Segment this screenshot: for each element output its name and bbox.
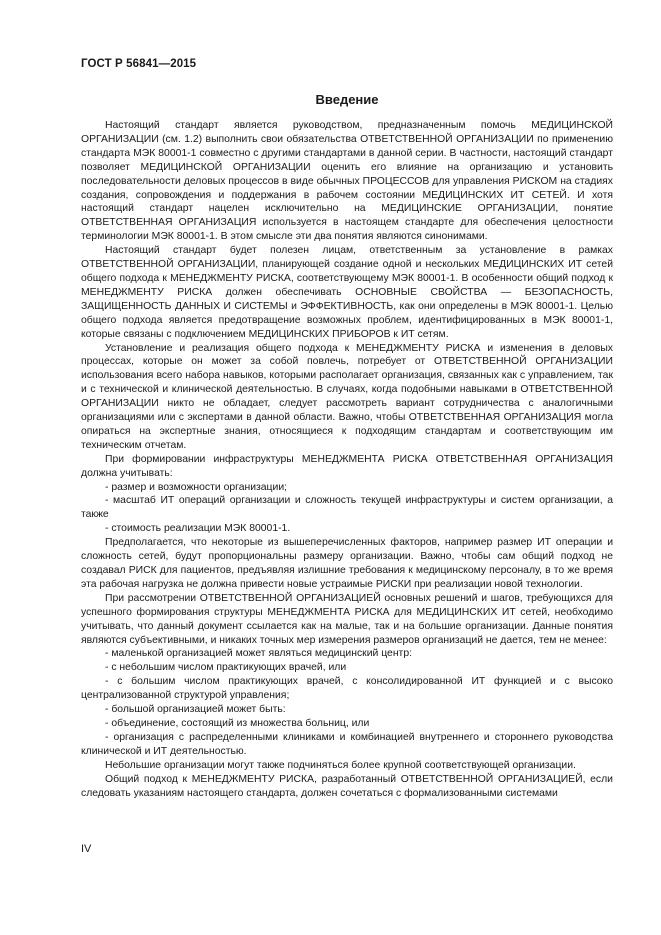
list-item: - большой организацией может быть:	[105, 704, 286, 716]
page-number: IV	[81, 843, 92, 855]
list-item: - размер и возможности организации;	[105, 481, 288, 493]
section-title: Введение	[315, 92, 379, 107]
list-item: - масштаб ИТ операций организации и сложность текущей инфраструктуры и систем организации, а также	[81, 495, 613, 521]
paragraph: При рассмотрении ОТВЕТСТВЕННОЙ ОРГАНИЗАЦИЕЙ основных решений и шагов, требующихся для успешного формирования структуры МЕНЕДЖМЕНТА РИСКА для МЕДИЦИНСКИХ ИТ сетей, необходимо учитывать, что данный документ ссылается как на малые, так и на большие организации. Данные понятия являются субъективными, и никаких точных мер измерения размеров организаций не дается, тем не менее:	[81, 592, 613, 646]
list-item: - стоимость реализации МЭК 80001-1.	[105, 523, 291, 535]
paragraph: Настоящий стандарт будет полезен лицам, ответственным за установление в рамках ОТВЕТСТВЕННОЙ ОРГАНИЗАЦИИ, планирующей создание одной и нескольких МЕДИЦИНСКИХ ИТ сетей общего подхода к МЕНЕДЖМЕНТУ РИСКА, соответствующему МЭК 80001-1. В особенности общий подход к МЕНЕДЖМЕНТУ РИСКА должен обеспечивать ОСНОВНЫЕ СВОЙСТВА — БЕЗОПАСНОСТЬ, ЗАЩИЩЕННОСТЬ ДАННЫХ И СИСТЕМЫ и ЭФФЕКТИВНОСТЬ, как они определены в МЭК 80001-1. Целью общего подхода является предотвращение возможных проблем, идентифицированных в МЭК 80001-1, которые связаны с подключением МЕДИЦИНСКИХ ПРИБОРОВ к ИТ сетям.	[81, 245, 613, 340]
paragraph: Небольшие организации могут также подчиняться более крупной соответствующей организации.	[105, 759, 576, 771]
list-item: - маленькой организацией может являться медицинский центр:	[105, 648, 412, 660]
list-item: - объединение, состоящий из множества больниц, или	[105, 717, 370, 729]
paragraph: Предполагается, что некоторые из вышеперечисленных факторов, например размер ИТ операции и сложность сетей, будут пропорциональны размеру организации. Важно, чтобы сам общий подход не создавал РИСК для пациентов, предъявляя излишние требования к медицинскому персоналу, в то же время эта рабочая нагрузка не должна привести новые устраимые РИСКИ при реализации новой технологии.	[81, 537, 613, 590]
standard-header: ГОСТ Р 56841—2015	[81, 58, 197, 70]
body-text	[81, 119, 613, 800]
paragraph: Общий подход к МЕНЕДЖМЕНТУ РИСКА, разработанный ОТВЕТСТВЕННОЙ ОРГАНИЗАЦИЕЙ, если следовать указаниям настоящего стандарта, должен сочетаться с формализованными системами	[81, 773, 613, 799]
paragraph: Настоящий стандарт является руководством, предназначенным помочь МЕДИЦИНСКОЙ ОРГАНИЗАЦИИ (см. 1.2) выполнить свои обязательства ОТВЕТСТВЕННОЙ ОРГАНИЗАЦИИ по применению стандарта МЭК 80001-1 совместно с другими стандартами в данной серии. В частности, настоящий стандарт позволяет МЕДИЦИНСКОЙ ОРГАНИЗАЦИИ оценить его влияние на организацию и установить последовательности деловых процессов в виде обычных ПРОЦЕССОВ для управления РИСКОМ на стадиях создания, сопровождения и поддержания в рабочем состоянии МЕДИЦИНСКИХ ИТ СЕТЕЙ. И хотя настоящий стандарт нацелен исключительно на МЕДИЦИНСКИЕ ОРГАНИЗАЦИИ, понятие ОТВЕТСТВЕННАЯ ОРГАНИЗАЦИЯ используется в настоящем стандарте для обеспечения целостности терминологии МЭК 80001-1. В этом смысле эти два понятия являются синонимами.	[81, 120, 613, 243]
paragraph: Установление и реализация общего подхода к МЕНЕДЖМЕНТУ РИСКА и изменения в деловых процессах, которые он может за собой повлечь, потребует от ОТВЕТСТВЕННОЙ ОРГАНИЗАЦИИ использования всего набора навыков, которыми располагает организация, связанных как с управлением, так и с технической и клинической деятельностью. В случаях, когда подобными навыками в ОТВЕТСТВЕННОЙ ОРГАНИЗАЦИИ никто не обладает, следует рассмотреть вариант сотрудничества с аналогичными организациями или с экспертами в данной области. Важно, чтобы ОТВЕТСТВЕННАЯ ОРГАНИЗАЦИЯ могла опираться на экспертные знания, относящиеся к подходящим стандартам и соответствующим им техническим отчетам.	[81, 342, 613, 451]
list-item: - организация с распределенными клиниками и комбинацией внутреннего и стороннего руководства клинической и ИТ деятельностью.	[81, 731, 613, 757]
paragraph: При формировании инфраструктуры МЕНЕДЖМЕНТА РИСКА ОТВЕТСТВЕННАЯ ОРГАНИЗАЦИЯ должна учитывать:	[81, 453, 613, 479]
list-item: - с небольшим числом практикующих врачей, или	[105, 662, 347, 674]
list-item: - с большим числом практикующих врачей, с консолидированной ИТ функцией и с высоко централизованной структурой управления;	[81, 676, 613, 702]
